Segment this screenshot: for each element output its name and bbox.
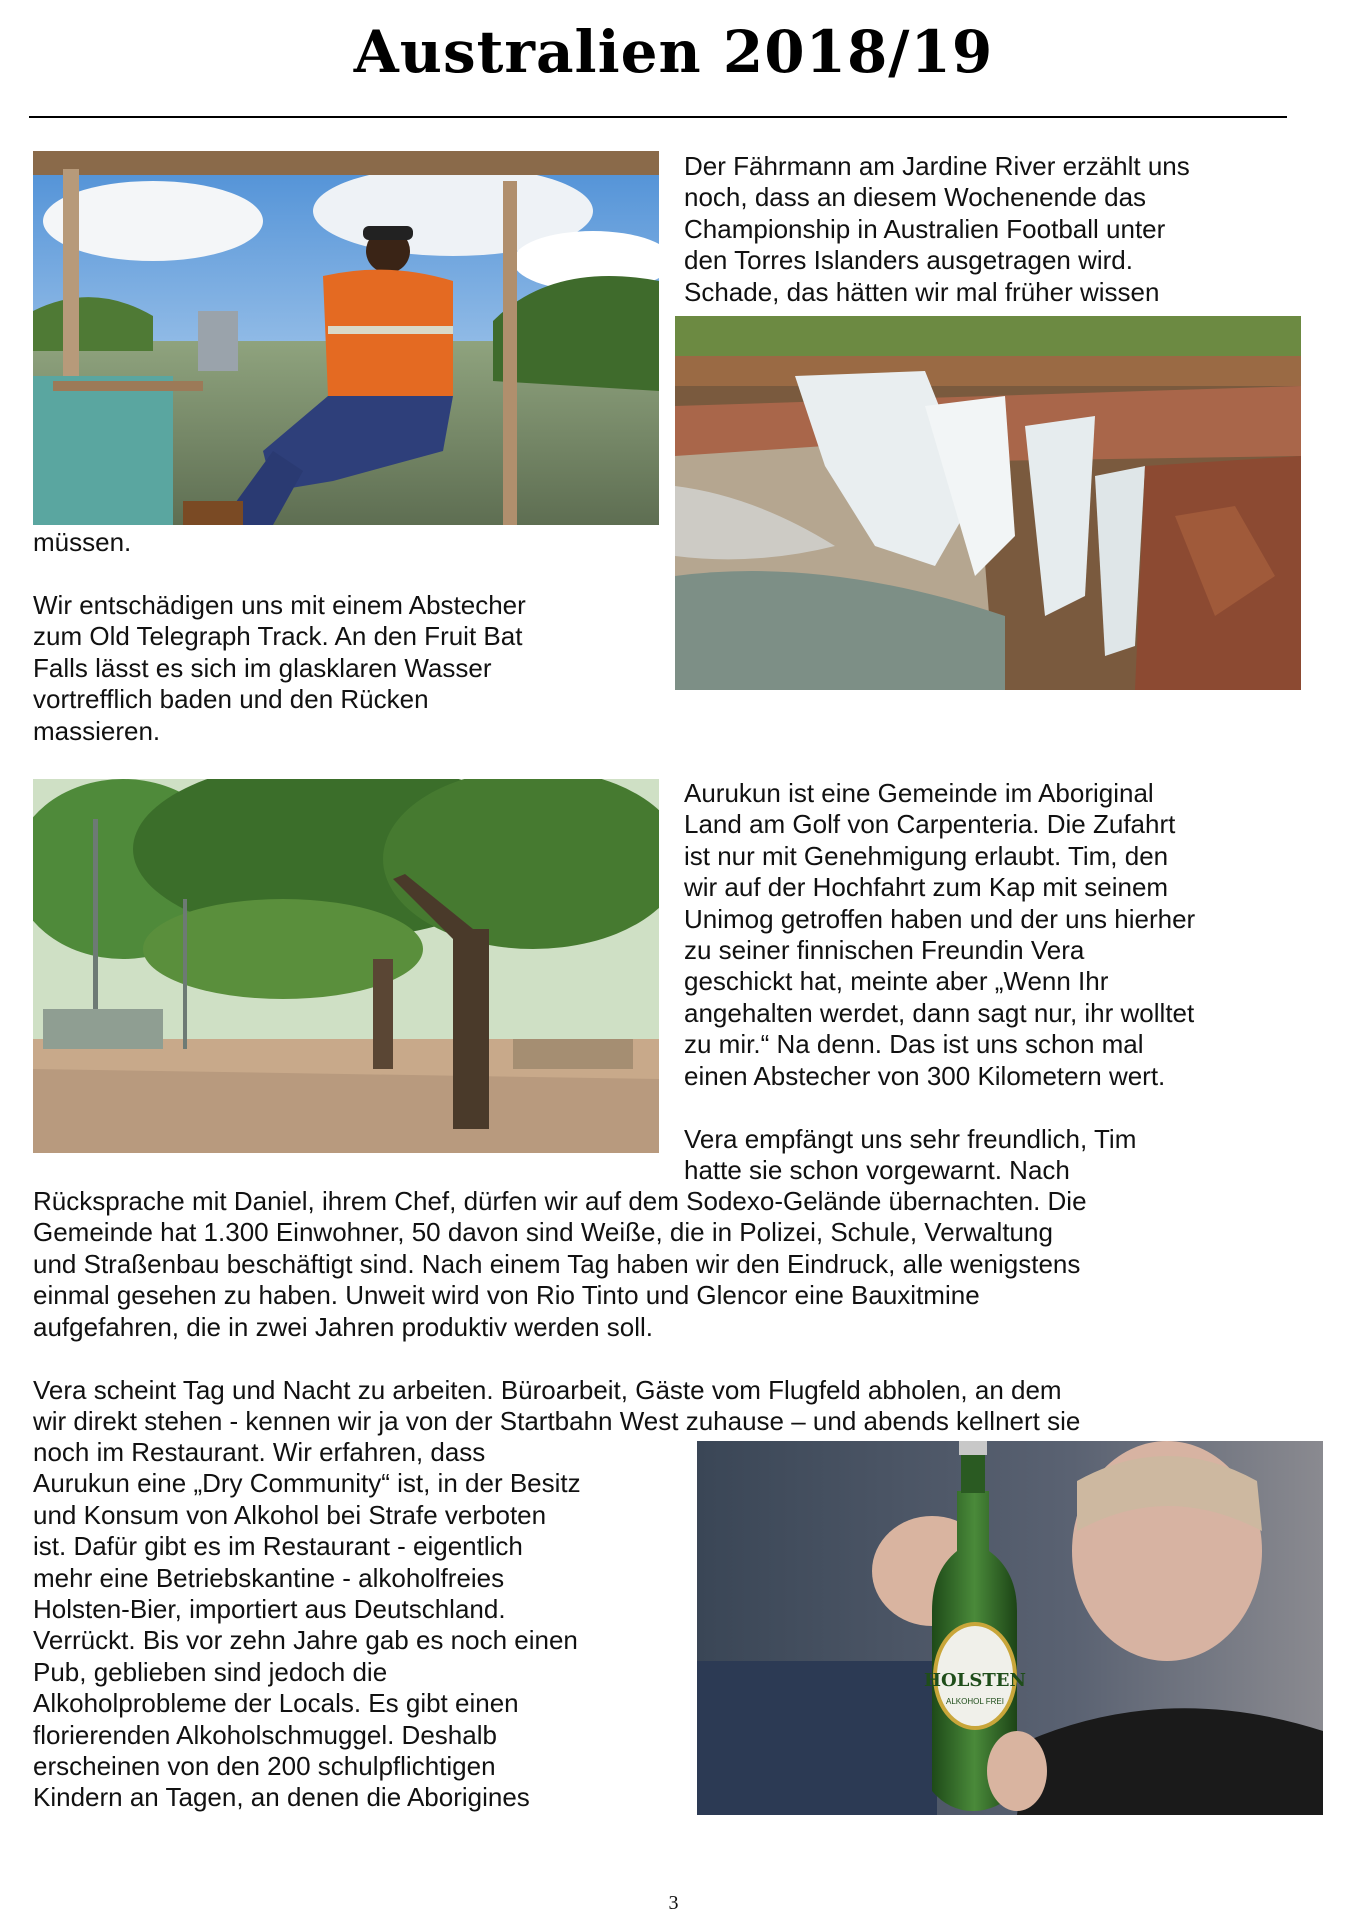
beer-sublabel-text: ALKOHOL FREI	[946, 1697, 1004, 1706]
paragraph-vera-1: Vera empfängt uns sehr freundlich, Tim hatte sie schon vorgewarnt. Nach	[684, 1124, 1137, 1186]
paragraph-aurukun: Aurukun ist eine Gemeinde im Aboriginal Land am Golf von Carpenteria. Die Zufahrt ist nur mit Genehmigung erlaubt. Tim, den wir auf der Hochfahrt zum Kap mit seinem Unimog getroffen haben und der uns hierher zu seiner finnischen Freundin Vera geschickt hat, meinte aber „Wenn Ihr angehalten werdet, dann sagt nur, ihr wolltet zu mir.“ Na denn. Das ist uns schon mal einen Abstecher von 300 Kilometern wert.	[684, 778, 1196, 1091]
paragraph-vera-2: Rücksprache mit Daniel, ihrem Chef, dürfen wir auf dem Sodexo-Gelände übernachten. Die Gemeinde hat 1.300 Einwohner, 50 davon sind Weiße, die in Polizei, Schule, Verwaltung und Straßenbau beschäftigt sind. Nach einem Tag haben wir den Eindruck, alle wenigstens einmal gesehen zu haben. Unweit wird von Rio Tinto und Glencor eine Bauxitmine aufgefahren, die in zwei Jahren produktiv werden soll.	[33, 1186, 1087, 1342]
paragraph-ferry-1: Der Fährmann am Jardine River erzählt uns noch, dass an diesem Wochenende das Championship in Australien Football unter den Torres Islanders ausgetragen wird. Schade, das hätten wir mal früher wissen	[684, 151, 1190, 307]
page-title: Australien 2018/19	[353, 18, 994, 86]
paragraph-ferry-2: müssen.	[33, 527, 132, 557]
photo-street-trees	[33, 779, 659, 1153]
page-number: 3	[668, 1892, 679, 1914]
paragraph-vera-work: Vera scheint Tag und Nacht zu arbeiten. Büroarbeit, Gäste vom Flugfeld abholen, an dem wir direkt stehen - kennen wir ja von der Startbahn West zuhause – und abends kellnert sie	[33, 1375, 1081, 1437]
photo-ferryman	[33, 151, 659, 525]
photo-woman-beer	[697, 1441, 1323, 1815]
paragraph-telegraph-track: Wir entschädigen uns mit einem Abstecher zum Old Telegraph Track. An den Fruit Bat Falls lässt es sich im glasklaren Wasser vortrefflich baden und den Rücken massieren.	[33, 590, 526, 746]
title-divider	[29, 116, 1287, 118]
paragraph-dry-community: noch im Restaurant. Wir erfahren, dass Aurukun eine „Dry Community“ ist, in der Besitz und Konsum von Alkohol bei Strafe verboten ist. Dafür gibt es im Restaurant - eigentlich mehr eine Betriebskantine - alkoholfreies Holsten-Bier, importiert aus Deutschland. Verrückt. Bis vor zehn Jahre gab es noch einen Pub, geblieben sind jedoch die Alkoholprobleme der Locals. Es gibt einen florierenden Alkoholschmuggel. Deshalb erscheinen von den 200 schulpflichtigen Kindern an Tagen, an denen die Aborigines	[33, 1437, 581, 1813]
photo-waterfall	[675, 316, 1301, 690]
beer-label-text: HOLSTEN	[924, 1670, 1026, 1691]
